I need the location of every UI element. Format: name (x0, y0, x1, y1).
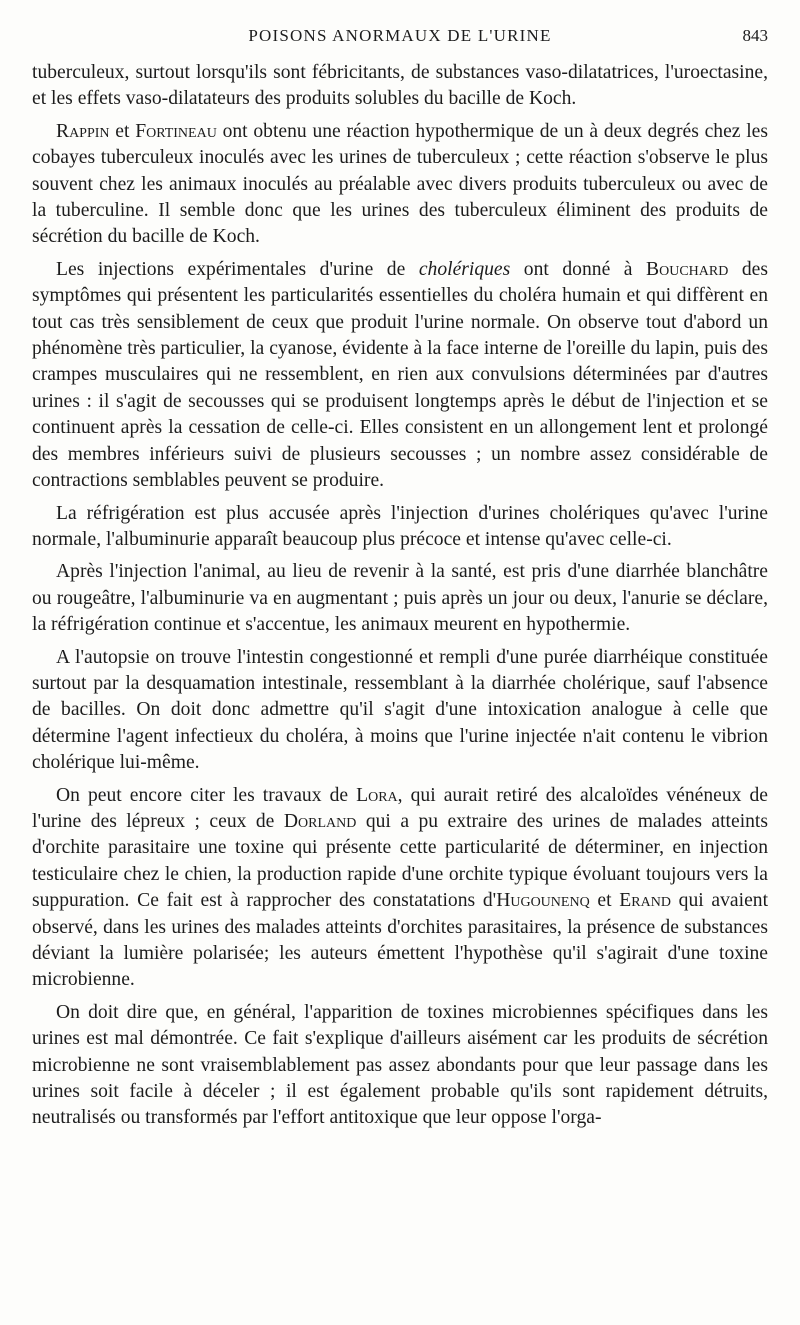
italic-term: cholériques (418, 258, 511, 280)
body-text (32, 60, 768, 1138)
paragraph-text: et (589, 890, 620, 912)
paragraph-text: Les injections expérimentales d'urine de (56, 258, 419, 280)
paragraph-text: et (109, 120, 136, 142)
paragraph-5 (32, 559, 768, 638)
paragraph-text: qui a pu extraire des urines de malades atteints d'orchite parasitaire une toxine qui présente cette particularité de déterminer, en injection testiculaire chez le chien, la production rapide d'une orchite typique évoluant toujours vers la suppuration. Ce fait est à rapprocher des constatations d' (32, 810, 769, 912)
paragraph-text: des symptômes qui présentent les particularités essentielles du choléra humain et qui diffèrent en tout cas très sensiblement de ceux que produit l'urine normale. On observe tout d'abord un phénomène très particulier, la cyanose, évidente à la face interne de l'oreille du lapin, puis des crampes musculaires qui ne ressemblent, en rien aux convulsions déterminées par d'autres urines : il s'agit de secousses qui se produisent longtemps après le début de l'injection et se continuent après la cessation de celle-ci. Elles consistent en un allongement lent et prolongé des membres inférieurs suivi de plusieurs secousses ; un nombre assez considérable de contractions semblables peuvent se produire. (32, 258, 768, 492)
running-header (32, 26, 768, 48)
running-title: POISONS ANORMAUX DE L'URINE (248, 26, 552, 45)
author-name: Erand (619, 890, 671, 912)
paragraph-text: qui avaient observé, dans les urines des malades atteints d'orchites parasitaires, la présence de substances déviant la lumière polarisée; les auteurs émettent l'hypothèse qu'il s'agirait d'une toxine microbienne. (32, 890, 769, 991)
paragraph-3 (32, 257, 768, 495)
paragraph-text: Après l'injection l'animal, au lieu de revenir à la santé, est pris d'une diarrhée blanchâtre ou rougeâtre, l'albuminurie va en augmentant ; puis après un jour ou deux, l'anurie se déclare, la réfrigération continue et s'accentue, les animaux meurent en hypothermie. (32, 561, 768, 636)
paragraph-text: A l'autopsie on trouve l'intestin congestionné et rempli d'une purée diarrhéique constituée surtout par la desquamation intestinale, ressemblant à la diarrhée cholérique, sauf l'absence de bacilles. On doit donc admettre qu'il s'agit d'une intoxication analogue à celle que détermine l'agent infectieux du choléra, à moins que l'urine injectée n'ait contenu le vibrion cholérique lui-même. (32, 646, 768, 774)
paragraph-text: On peut encore citer les travaux de (56, 784, 357, 806)
paragraph-8 (32, 1000, 768, 1132)
author-name: Rappin (56, 120, 110, 142)
paragraph-4 (32, 501, 768, 554)
paragraph-text: La réfrigération est plus accusée après l'injection d'urines cholériques qu'avec l'urine normale, l'albuminurie apparaît beaucoup plus précoce et intense qu'avec celle-ci. (32, 502, 768, 550)
author-name: Fortineau (135, 120, 217, 142)
paragraph-text: , qui aurait retiré des alcaloïdes vénéneux de l'urine des lépreux ; ceux de (32, 784, 768, 832)
page-number: 843 (742, 26, 768, 45)
paragraph-1 (32, 60, 768, 113)
author-name: Bouchard (646, 258, 729, 280)
paragraph-text: ont obtenu une réaction hypothermique de un à deux degrés chez les cobayes tuberculeux inoculés avec les urines de tuberculeux ; cette réaction s'observe le plus souvent chez les animaux inoculés au préalable avec divers produits tuberculeux ou avec de la tuberculine. Il semble donc que les urines des tuberculeux éliminent des produits de sécrétion du bacille de Koch. (32, 120, 768, 248)
paragraph-2 (32, 119, 768, 251)
author-name: Lora (356, 784, 398, 806)
paragraph-7 (32, 783, 768, 994)
author-name: Dorland (283, 810, 357, 832)
paragraph-text: On doit dire que, en général, l'apparition de toxines microbiennes spécifiques dans les urines est mal démontrée. Ce fait s'explique d'ailleurs aisément car les produits de sécrétion microbienne ne sont vraisemblablement pas assez abondants pour que leur passage dans les urines soit facile à déceler ; il est également probable qu'ils sont rapidement détruits, neutralisés ou transformés par l'effort antitoxique que leur oppose l'orga- (32, 1001, 768, 1129)
author-name: Hugounenq (496, 890, 590, 912)
paragraph-text: ont donné à (510, 258, 647, 280)
paragraph-6 (32, 645, 768, 777)
paragraph-text: tuberculeux, surtout lorsqu'ils sont fébricitants, de substances vaso-dilatatrices, l'uroectasine, et les effets vaso-dilatateurs des produits solubles du bacille de Koch. (32, 62, 768, 110)
